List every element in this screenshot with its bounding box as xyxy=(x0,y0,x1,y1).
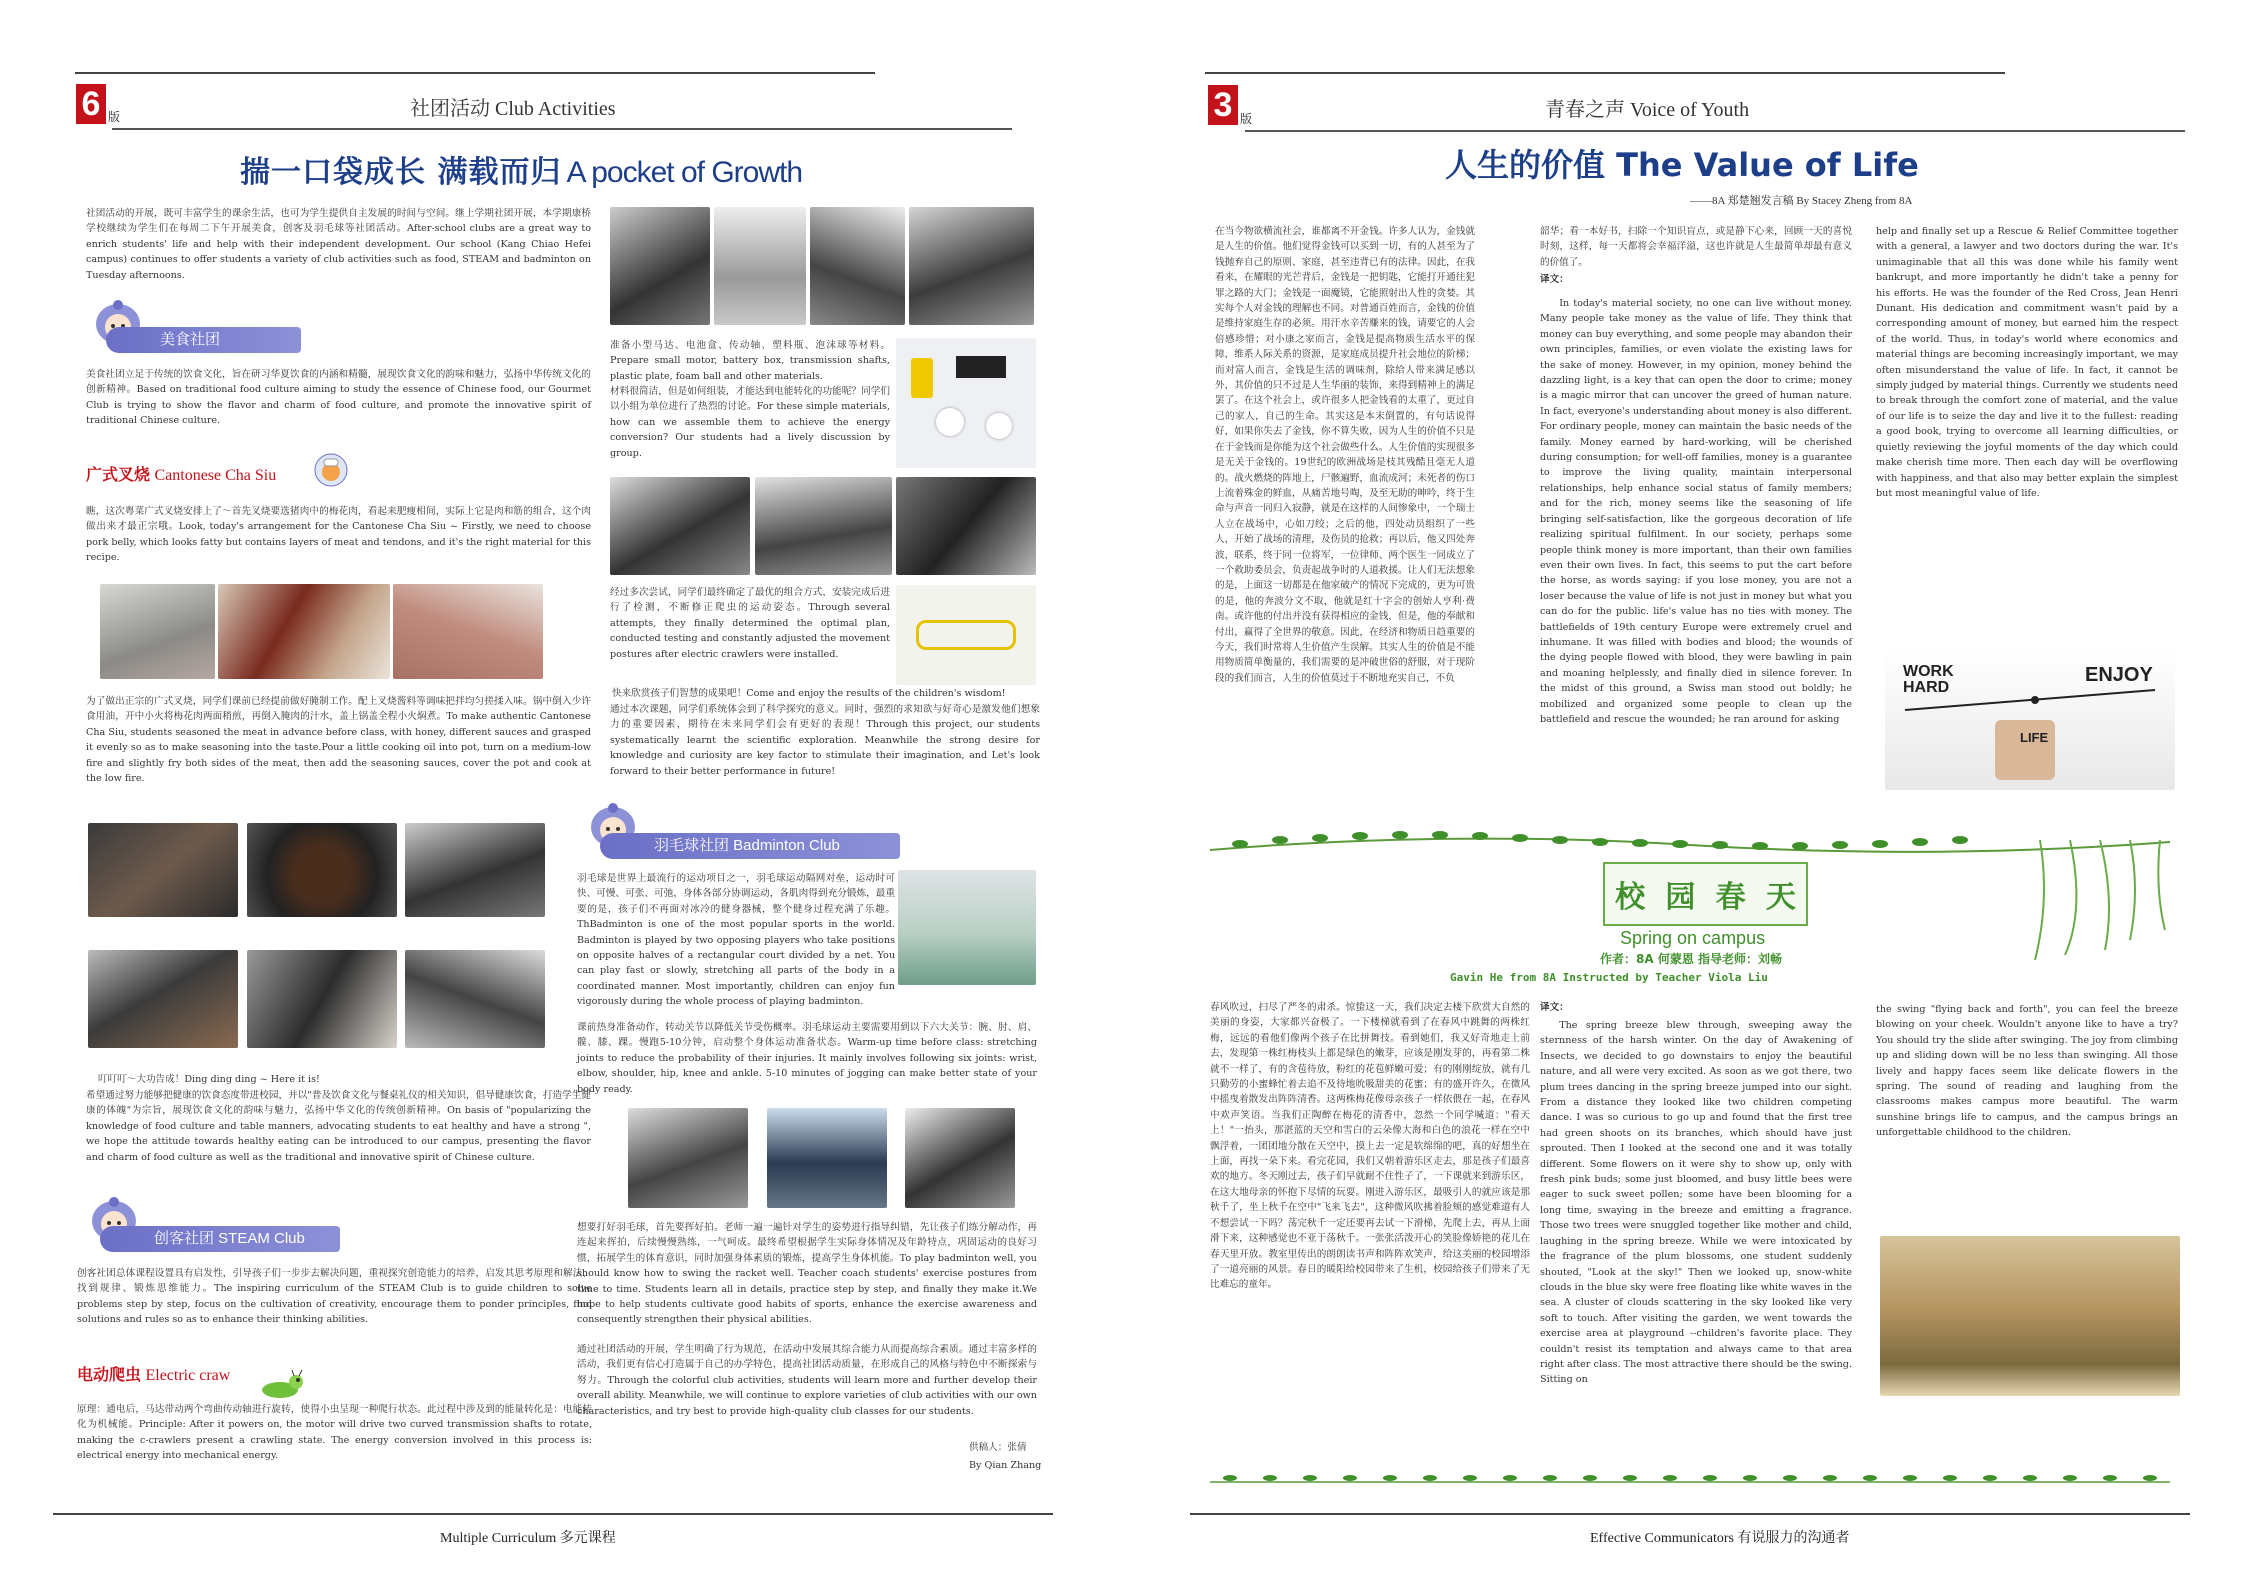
steam-photo-2 xyxy=(714,207,806,325)
intro-text: 社团活动的开展，既可丰富学生的课余生活，也可为学生提供自主发展的时间与空间。继上学期社团开展，本学期康桥学校继续为学生们在每周二下午开展美食，创客及羽毛球等社团活动。After-school clubs are a great way to enrich students' life and help with their independent development. Our school (Kang Chiao Hefei campus) continues to offer students a variety of club activities such as food, STEAM and badminton on Tuesday afternoons. xyxy=(86,208,591,281)
enjoy-label: ENJOY xyxy=(2085,664,2153,686)
value-col3-en: help and finally set up a Rescue & Relief Committee together with a general, a lawyer and two doctors during the war. It's unimaginable that all this was done while his family went bankrupt, and more importantly he didn't take a penny for his efforts. He was the founder of the Red Cross, Jean Henri Dunant. His dedication and commitment wasn't paid by a corresponding amount of money, but earned him the respect of the world. Thus, in today's world where economics and material things are becoming increasingly important, we may often misunderstand the value of life. In fact, it cannot be simply judged by material things. Currently we students need to break through the comfort zone of material, and the value of our life is to seize the day and live it to the fullest: reading a good book, trying to overcome all learning difficulties, or quietly reviewing the joyful moments of the day which could make cherish time more. Then each day will be overflowing with happiness, and that also may better explain the simplest but most meaningful value of life. xyxy=(1876,226,2178,499)
right-headline: 人生的价值 The Value of Life xyxy=(1445,146,1919,184)
right-section-title: 青春之声 Voice of Youth xyxy=(1545,99,1750,121)
steam-text: 创客社团总体课程设置具有启发性，引导孩子们一步步去解决问题，重视探究创造能力的培养，启发其思考原理和解法、找到规律、锻炼思维能力。The inspiring curriculum of the STEAM Club is to guide children to solve problems step by step, focus on the cultivation of creativity, encourage them to ponder principles, find solutions and rules so as to enhance their thinking abilities. xyxy=(77,1268,592,1326)
cook-photo-4 xyxy=(88,950,238,1048)
badminton-text: 羽毛球是世界上最流行的运动项目之一，羽毛球运动隔网对垒，运动时可快、可慢、可张、可弛，身体各部分协调运动，各肌肉得到充分锻炼，最重要的是，孩子们不再面对冰冷的健身器械，整个健身过程充满了乐趣。ThBadminton is one of the most popular sports in the world. Badminton is played by two opposing players who take positions on opposite halves of a rectangular court divided by a net. You can play fast or slowly, stretching all parts of the body in a coordinated manner. Most importantly, children can enjoy fun vigorously during the whole process of playing badminton. xyxy=(577,873,895,1008)
right-top-rule xyxy=(1205,72,2005,74)
spring-en-2: the swing "flying back and forth", you can feel the breeze blowing on your cheek. Wouldn't anyone like to have a try? You should try the slide after swinging. The joy from climbing up and sliding down will be no less than swinging. All those lively and happy faces seem like delicate flowers in the spring. The sound of reading and laughing from the classrooms makes campus more beautiful. The warm sunshine brings life to campus, and the campus brings an unforgettable childhood to the children. xyxy=(1876,1004,2178,1139)
spring-author-en: Gavin He from 8A Instructed by Teacher Viola Liu xyxy=(1450,971,1768,984)
enjoy-text: 快来欣赏孩子们智慧的成果吧！Come and enjoy the results of the children's wisdom! xyxy=(612,688,1006,699)
materials-text-2: 材料很简洁，但是如何组装，才能达到电能转化的功能呢？同学们以小组为单位进行了热烈的讨论。For these simple materials, how can we assemble them to achieve the energy conversion? Our students had a lively discussion by group. xyxy=(610,386,890,459)
work-life-photo xyxy=(1885,650,2175,790)
left-footer: Multiple Curriculum 多元课程 xyxy=(440,1531,616,1546)
spring-title-char-4: 天 xyxy=(1765,880,1796,915)
badminton-club-bar: 羽毛球社团 Badminton Club xyxy=(600,833,900,859)
chasiu-heading xyxy=(86,462,276,485)
cook-photo-5 xyxy=(247,950,397,1048)
right-section-rule xyxy=(1245,130,2185,132)
willow-icon xyxy=(2030,840,2170,960)
steam-club-bar: 创客社团 STEAM Club xyxy=(100,1226,340,1252)
value-col2-cn: 韶华；看一本好书，扫除一个知识盲点，或是静下心来，回顾一天的喜悦时刻，这样，每一天都将会幸福洋溢，这也许就是人生最简单却最有意义的价值了。 xyxy=(1540,226,1852,268)
sauce-photo xyxy=(218,584,390,679)
spring-flowers-photo xyxy=(1880,1236,2180,1396)
badminton-court-photo xyxy=(898,870,1036,985)
attempts-text: 经过多次尝试，同学们最终确定了最优的组合方式，安装完成后进行了检测，不断修正爬虫的运动姿态。Through several attempts, they finally determined the optimal plan, conducted testing and constantly adjusted the movement postures after electric crawlers were installed. xyxy=(610,587,890,660)
ding-text: 叮叮叮～大功告成！Ding ding ding ~ Here it is! xyxy=(98,1074,320,1085)
work-hard-label: WORK HARD xyxy=(1903,663,1954,696)
pork-photo-2 xyxy=(393,584,543,679)
right-page-number: 3 xyxy=(1208,85,1238,125)
closing-text: 通过社团活动的开展，学生明确了行为规范，在活动中发展其综合能力从而提高综合素质。通过丰富多样的活动，我们更有信心打造属于自己的办学特色，提高社团活动质量，在形成自己的风格与特色中不断探索与努力。Through the colorful club activities, students will learn more and further develop their overall ability. Meanwhile, we will continue to explore varieties of club activities with our own characteristics, and try best to provide high-quality club classes for our students. xyxy=(577,1344,1037,1417)
cooking-text: 为了做出正宗的广式叉烧，同学们课前已经提前做好腌制工作。配上叉烧酱料等调味把拌均匀搓揉入味。锅中倒入少许食用油，开中小火将梅花肉两面稍煎，再倒入腌肉的汁水，盖上锅盖全程小火焖煮。To make authentic Cantonese Cha Siu, students seasoned the meat in advance before class, with honey, different sauces and grasped it evenly so as to make seasoning into the taste.Pour a little cooking oil into pot, turn on a medium-low fire and slightly fry both sides of the meat, then add the seasoning sauces, cover the pot and cook at the low fire. xyxy=(86,696,591,785)
right-page-suffix: 版 xyxy=(1240,112,1253,126)
badminton-photo-2 xyxy=(767,1108,887,1208)
crawler-model xyxy=(916,620,1016,650)
chasiu-cn: 广式叉烧 xyxy=(86,465,151,484)
right-byline: ——8A 郑楚翘发言稿 By Stacey Zheng from 8A xyxy=(1690,195,1913,207)
crawl-cn: 电动爬虫 xyxy=(77,1365,142,1384)
steam-photo-7 xyxy=(896,477,1036,575)
foam-ball-2 xyxy=(986,413,1012,439)
swing-text: 想要打好羽毛球，首先要挥好拍。老师一遍一遍针对学生的姿势进行指导纠错，先让孩子们练分解动作，再连起来挥拍，后续慢慢熟练，一气呵成。最终希望根据学生实际身体情况及年龄特点，巩固运动的良好习惯，拓展学生的体育意识，同时加强身体素质的锻炼，提高学生身体机能。To play badminton well, you should know how to swing the racket well. Teacher coach students' exercise postures from time to time. Students learn all in details, practice step by step, and finally they make it.We hope to help students cultivate good habits of sports, enhance the exercise awareness and consequently strengthen their physical abilities. xyxy=(577,1222,1037,1326)
gourmet-text: 美食社团立足于传统的饮食文化，旨在研习华夏饮食的内涵和精髓，展现饮食文化的韵味和魅力，弘扬中华传统文化的创新精神。Based on traditional food culture aiming to study the essence of Chinese food, our Gourmet Club is trying to show the flavor and charm of food culture, and promote the innovative spirit of traditional Chinese culture. xyxy=(86,369,591,427)
warmup-text: 课前热身准备动作，转动关节以降低关节受伤概率。羽毛球运动主要需要用到以下六大关节：腕、肘、肩、髋、膝、踝。慢跑5-10分钟，启动整个身体运动准备状态。Warm-up time before class: stretching joints to reduce the probability of their injuries. It mainly involves following six joints: wrist, elbow, shoulder, hip, knee and ankle. 5-10 minutes of jogging can make better state of your body ready. xyxy=(577,1022,1037,1095)
left-section-rule xyxy=(112,128,1012,130)
spring-cn: 春风吹过，扫尽了严冬的肃杀。惊蛰这一天，我们决定去楼下欣赏大自然的美丽的身姿，大家都兴奋极了。一下楼梯就看到了在春风中跳舞的两株红梅，远远的看他们像两个孩子在比拼舞技。看到她们，我又好奇地走上前去，发现第一株红梅枝头上都是绿色的嫩芽，应该是刚发芽的，再看第二株就不一样了，有的含苞待放，粉红的花苞鲜嫩可爱；有的刚刚绽放，就有几只勤劳的小蜜蜂忙着去追不及待地吮吸甜美的花蜜；有的盛开许久，在微风中摇曳着散发出阵阵清香。这两株梅花像母亲孩子一样依偎在一起，在春风中欢声笑语。当我们正陶醉在梅花的清香中，忽然一个同学喊道："看天上！"一抬头，那湛蓝的天空和雪白的云朵像大海和白色的浪花一样在空中飘浮着，一团团地分散在天空中，摸上去一定是软绵绵的吧，真的好想坐在上面，再找一朵下来。看完花园，我们又朝着游乐区走去，那是孩子们最喜欢的地方。冬天刚过去，孩子们早就耐不住性子了，一下课就来到游乐区，在这大地母亲的怀抱下尽情的玩耍。刚进入游乐区，最吸引人的就应该是那秋千了，坐上秋千在空中"飞来飞去"，这种微风吹拂着脸颊的感觉难道有人不想尝试一下吗？荡完秋千一定还要再去试一下滑梯，先爬上去，再从上面滑下来，这种感觉也不亚于荡秋千。一张张活泼开心的笑脸像娇艳的花儿在春天里开放。教室里传出的朗朗读书声和阵阵欢笑声，给这美丽的校园增添了一道亮丽的风景。春日的暖阳给校园带来了生机，校园给孩子们带来了无比难忘的童年。 xyxy=(1210,1002,1530,1291)
spring-title-char-2: 园 xyxy=(1665,880,1696,915)
value-col2-label: 译文： xyxy=(1540,274,1569,285)
spring-author: 作者：8A 何蒙恩 指导老师：刘畅 xyxy=(1600,952,1782,966)
steam-photo-6 xyxy=(755,477,892,575)
value-col1: 在当今物欲横流社会，谁都离不开金钱。许多人认为，金钱就是人生的价值。他们觉得金钱可以买到一切，有的人甚至为了钱抛弃自己的原则、家庭，甚至违背已有的法律。因此，在我看来，在耀眼的光芒背后，金钱是一把钥匙，它能打开通往犯罪之路的大门；金钱是一面魔镜，它能照射出人性的贪婪。其实每个人对金钱的理解也不同。对普通百姓而言，金钱的价值是维持家庭生存的必须。用汗水辛苦赚来的钱，请要它的人会倍感珍惜；对小康之家而言，金钱是提高物质生活水平的保障，维系人际关系的资源，是家庭成员提升社会地位的阶梯；而对富人而言，金钱是生活的调味剂，除给人带来满足感以外，其价值的只不过是人生华丽的装饰，来得到精神上的满足罢了。在这个社会上，或许很多人把金钱看的太重了，更过自己的家人，自己的生命。其实这是本末倒置的，有句话说得好，如果你失去了金钱，你不算失败，因为人生的价值不只是在于金钱而是你能为这个社会做些什么。人生价值的实现很多是无关于金钱的。19世纪的欧洲战场是枝其残酷且毫无人道的。战火燃烧的阵地上，尸骸遍野，血流成河；未死者的伤口上流着殊金的鲜血，从痛苦地号啕，及至无助的呻吟，终于生命与声音一同归入寂静，就是在这样的人间惨象中，一个瑞士人立在战场中，心如刀绞；之后的他，四处动员组织了一些人，开始了战场的清理，及伤员的抢救；再以后，他又四处奔波，联系，终于同一位将军，一位律师、两个医生一同成立了一个救助委员会，负责起战争时的人道救援。让人们无法想象的是，上面这一切都是在他家破产的情况下完成的，更为可贵的是，他的奔波分文不取，他就是红十字会的创始人亨利·费南。或许他的付出并没有获得相应的金钱，但是，他的奉献和付出，赢得了全世界的敬意。因此，在经济和物质日趋重要的今天，我们时常将人生价值产生误解。其实人生的价值是不能用物质简单衡量的，我们需要的是冲破世俗的舒服，对于现阶段的我们而言，人生的价值莫过于不断地充实自己，不负 xyxy=(1215,226,1475,684)
spring-subtitle: Spring on campus xyxy=(1620,928,1766,948)
crawler-photo xyxy=(896,585,1036,685)
right-footer: Effective Communicators 有说服力的沟通者 xyxy=(1590,1531,1850,1546)
chef-icon xyxy=(313,452,349,488)
cook-photo-3 xyxy=(405,823,545,917)
badminton-photo-1 xyxy=(628,1108,748,1208)
right-footer-rule xyxy=(1190,1513,2190,1515)
through-text: 通过本次课题，同学们系统体会到了科学探究的意义。同时，强烈的求知欲与好奇心是激发他们想象力的重要因素，期待在未来同学们会有更好的表现！Through this project, our students systematically learnt the scientific exploration. Meanwhile the strong desire for knowledge and curiosity are key factor to stimulate their imagination, and Let's look forward to their better performance in future! xyxy=(610,704,1040,777)
author-en: By Qian Zhang xyxy=(969,1460,1042,1471)
badminton-photo-3 xyxy=(905,1108,1015,1208)
spring-label: 译文： xyxy=(1540,1002,1569,1013)
leaf-garland-top xyxy=(1210,830,2170,860)
hope-text: 希望通过努力能够把健康的饮食态度带进校园，并以"普及饮食文化与餐桌礼仪的相关知识，倡导健康饮食，打造学生健康的体魄"为宗旨，展现饮食文化的韵味与魅力，弘扬中华文化的传统创新精神。On basis of "popularizing the knowledge of food culture and table manners, advocating students to eat healthy and have a strong ", we hope the attitude towards healthy eating can be introduced to our campus, presenting the flavor and charm of food culture as well as the traditional and innovative spirit of Chinese culture. xyxy=(86,1090,591,1163)
steam-photo-1 xyxy=(610,207,710,325)
left-section-title: 社团活动 Club Activities xyxy=(410,98,616,120)
left-headline xyxy=(240,147,802,191)
chasiu-en: Cantonese Cha Siu xyxy=(154,467,277,484)
materials-photo xyxy=(896,338,1036,468)
battery-box xyxy=(956,356,1006,378)
steam-photo-3 xyxy=(810,207,905,325)
headline-cn: 揣一口袋成长 满载而归 xyxy=(240,155,562,190)
spring-en-1: The spring breeze blew through, sweeping away the sternness of the harsh winter. On the day of Awakening of Insects, we decided to go downstairs to enjoy the beautiful nature, and all were very excited. As soon as we got there, two plum trees dancing in the spring breeze jumped into our sight. From a distance they looked like two children competing dance. I was so curious to go up and found that the first tree had green shoots on its branches, which should have just sprouted. Then I looked at the second one and it was totally different. Some flowers on it were shy to show up, only with fresh pink buds; some just bloomed, and busy little bees were eager to suck sweet pollen; some have been blooming for a long time, swaying in the breeze and emitting a fragrance. Those two trees were snuggled together like mother and child, laughing in the spring breeze. While we were intoxicated by the fragrance of the plum blossoms, one student suddenly shouted, "Look at the sky!" Then we looked up, snow-white clouds in the blue sky were free floating like white waves in the sea. A cluster of clouds scattering in the sky looked like very soft to touch. After visiting the garden, we went towards the exercise area at playground --children's favorite place. They couldn't resist its temptation and always came to that area right after class. The most attractive there should be the swing. Sitting on xyxy=(1540,1020,1852,1386)
crawler-icon xyxy=(258,1368,306,1402)
foam-ball-1 xyxy=(936,408,964,436)
cook-photo-6 xyxy=(405,950,545,1048)
left-page-number: 6 xyxy=(76,84,106,124)
value-col2-en: In today's material society, no one can live without money. Many people take money as the value of life. They think that money can buy everything, and some people may abandon their own principles, families, or even violate the existing laws for the sake of money. However, in my opinion, money behind the dazzling light, is a key that can open the door to crime; money is a magic mirror that can uncover the greed of human nature. In fact, everyone's understanding about money is also different. For ordinary people, money can maintain the basic needs of the family. Money earned by hard-working, will be cherished during consumption; for well-off families, money is a guarantee to improve the living quality, maintain interpersonal relationships, help enhance social status of family members; and for the rich, money seems like the seasoning of life bringing self-satisfaction, like the gorgeous decoration of life realizing spiritual fulfilment. In our society, perhaps some people think money is more important, than their own families even their own lives. In fact, this seems to put the cart before the horse, as words saying: if you lose money, you are not a loser because the value of life is not just in money but what you can do for the public. life's value has no ties with money. The battlefields of 19th century Europe were extremely cruel and inhumane. It was filled with bodies and blood; the wounds of the dying people flowed with blood, they were bawling in pain and moaning helplessly, and finally died in silence forever. In the midst of this ground, a Swiss man stood out boldly; he mobilized and organized some people to clean up the battlefield and rescue the wounded; he ran around for asking xyxy=(1540,298,1852,725)
headline-en: A pocket of Growth xyxy=(566,156,803,189)
left-footer-rule xyxy=(53,1513,1053,1515)
spring-title-char-1: 校 xyxy=(1615,880,1646,915)
steam-photo-4 xyxy=(909,207,1034,325)
left-page-suffix: 版 xyxy=(108,110,121,124)
steam-photo-5 xyxy=(610,477,750,575)
materials-text: 准备小型马达、电池盒、传动轴、塑料瓶、泡沫球等材料。Prepare small motor, battery box, transmission shafts, plastic plate, foam ball and other materials. xyxy=(610,340,890,382)
chasiu-text: 瞧，这次粤菜广式叉烧安排上了～首先叉烧要选猪肉中的梅花肉，看起来肥瘦相间，实际上它是肉和筋的组合，这个肉做出来才最正宗哦。Look, today's arrangement for the Cantonese Cha Siu ~ Firstly, we need to choose pork belly, which looks fatty but contains layers of meat and tendons, and it's the right material for this recipe. xyxy=(86,506,591,564)
author-cn: 供稿人：张倩 xyxy=(969,1442,1027,1453)
spring-title-box xyxy=(1603,862,1808,926)
leaf-garland-bottom xyxy=(1210,1468,2170,1490)
crawl-en: Electric craw xyxy=(145,1367,231,1384)
motor xyxy=(911,358,933,398)
cook-photo-1 xyxy=(88,823,238,917)
crawl-text: 原理：通电后，马达带动两个弯曲传动轴进行旋转，使得小虫呈现一种爬行状态。此过程中涉及到的能量转化是：电能转化为机械能。Principle: After it powers on, the motor will drive two curved transmission shafts to rotate, making the c-crawlers present a crawling state. The energy conversion involved in this process is: electrical energy into mechanical energy. xyxy=(77,1404,592,1462)
gourmet-club-bar: 美食社团 xyxy=(106,327,301,353)
left-top-rule xyxy=(75,72,875,74)
life-label: LIFE xyxy=(2020,730,2049,745)
spring-title-char-3: 春 xyxy=(1715,880,1746,915)
crawl-heading xyxy=(77,1362,230,1385)
pork-photo-1 xyxy=(100,584,215,679)
cook-photo-2 xyxy=(247,823,397,917)
